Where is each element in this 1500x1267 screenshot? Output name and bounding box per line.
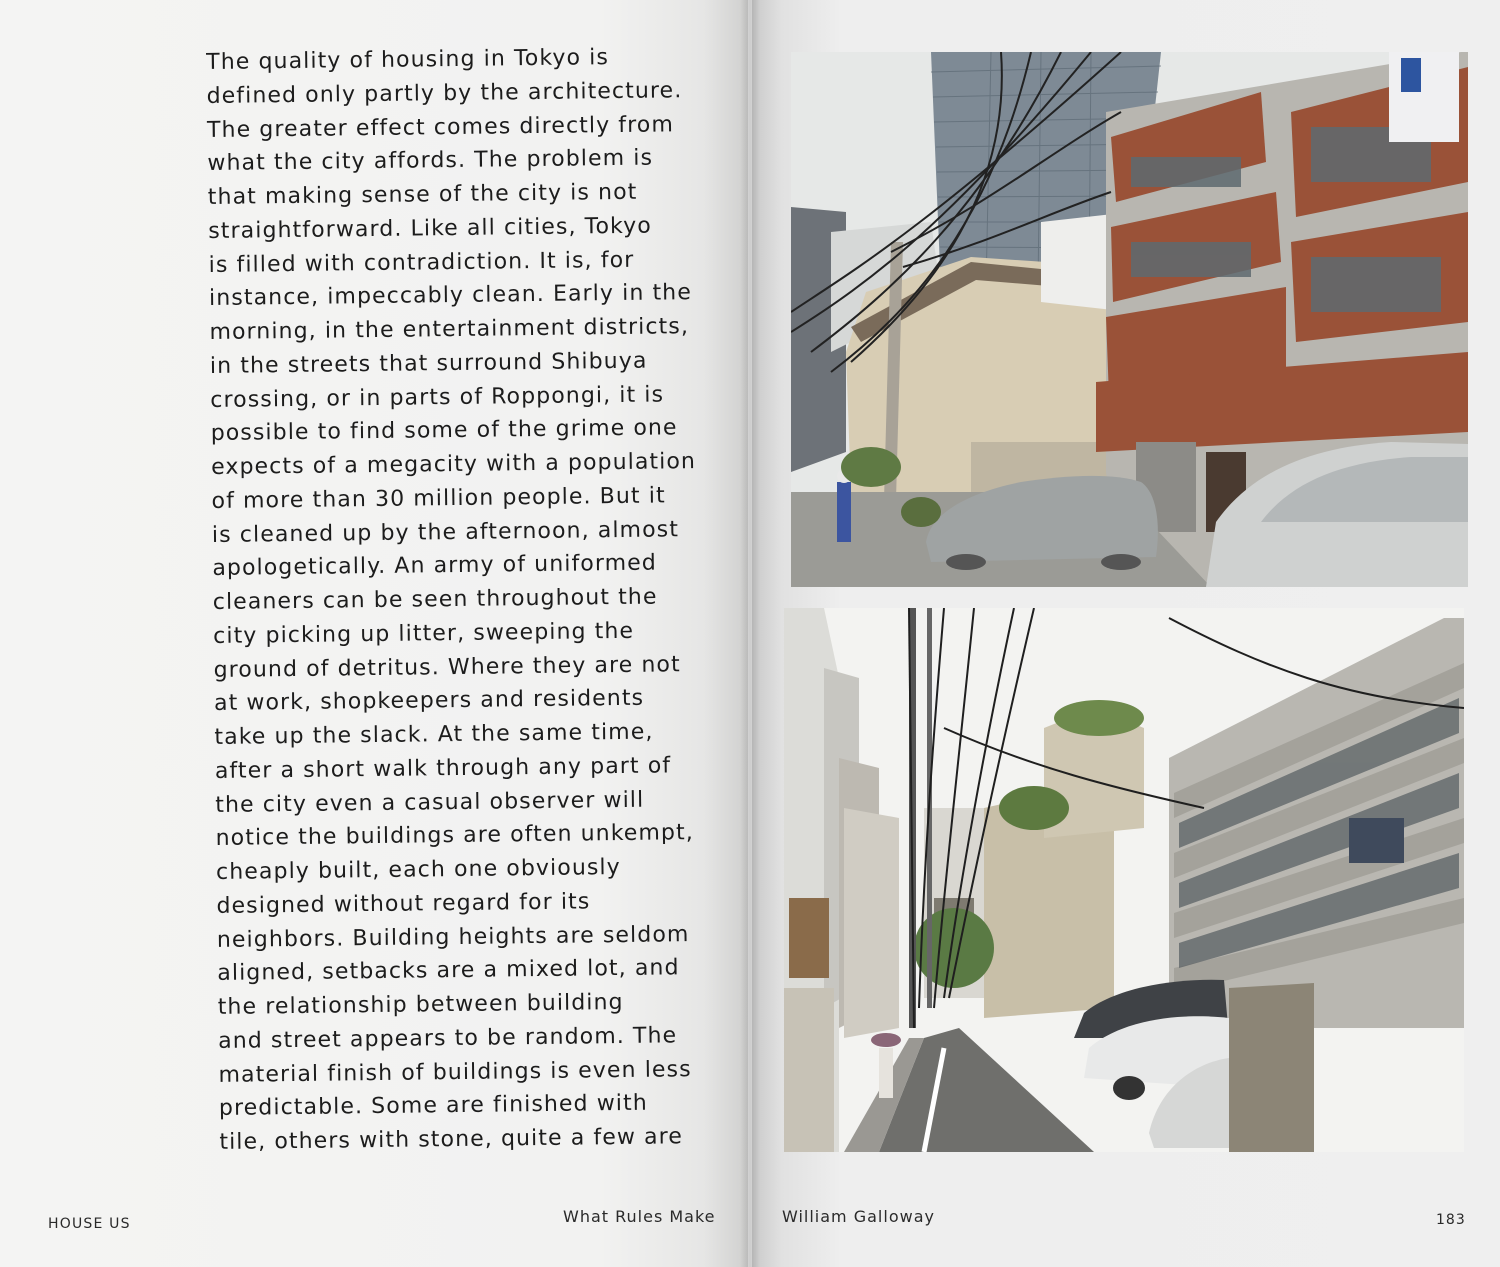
text-line: tile, others with stone, quite a few are [219, 1124, 684, 1155]
page-number: 183 [1436, 1212, 1466, 1228]
text-line: is filled with contradiction. It is, for [208, 247, 635, 278]
text-line: aligned, setbacks are a mixed lot, and [217, 955, 680, 987]
text-line: possible to find some of the grime one [210, 415, 678, 447]
chapter-title: What Rules Make [563, 1207, 716, 1226]
photo-apartment-street [791, 52, 1468, 587]
text-line: at work, shopkeepers and residents [213, 685, 645, 717]
text-line: city picking up litter, sweeping the [213, 618, 635, 649]
text-line: morning, in the entertainment districts, [209, 314, 690, 345]
left-page [0, 0, 748, 1267]
running-head: HOUSE US [48, 1216, 131, 1232]
text-line: expects of a megacity with a population [210, 449, 697, 480]
author-name: William Galloway [782, 1207, 935, 1226]
text-line: of more than 30 million people. But it [211, 483, 666, 514]
text-line: what the city affords. The problem is [207, 145, 654, 177]
text-line: is cleaned up by the afternoon, almost [211, 516, 680, 548]
text-line: the relationship between building [217, 989, 624, 1020]
text-line: ground of detritus. Where they are not [213, 651, 681, 683]
text-line: defined only partly by the architecture. [206, 77, 683, 109]
text-line: apologetically. An army of uniformed [212, 550, 658, 582]
text-line: notice the buildings are often unkempt, [215, 820, 695, 852]
text-line: take up the slack. At the same time, [214, 719, 654, 750]
text-line: cleaners can be seen throughout the [212, 584, 658, 615]
text-line: straightforward. Like all cities, Tokyo [208, 213, 652, 244]
text-line: neighbors. Building heights are seldom [216, 921, 690, 953]
text-line: that making sense of the city is not [207, 179, 638, 210]
text-line: designed without regard for its [216, 889, 591, 919]
book-gutter [740, 0, 760, 1267]
text-line: predictable. Some are finished with [218, 1090, 648, 1122]
text-line: after a short walk through any part of [214, 753, 672, 784]
text-line: The greater effect comes directly from [206, 111, 675, 143]
text-line: cheaply built, each one obviously [215, 854, 621, 885]
text-line: in the streets that surround Shibuya [209, 348, 648, 379]
text-line: instance, impeccably clean. Early in the [208, 280, 693, 312]
text-line: The quality of housing in Tokyo is [206, 45, 610, 75]
text-line: crossing, or in parts of Roppongi, it is [210, 381, 665, 413]
text-line: and street appears to be random. The [218, 1023, 678, 1054]
body-text [206, 40, 740, 1160]
photo-narrow-street [784, 608, 1464, 1152]
text-line: material finish of buildings is even less [218, 1056, 692, 1088]
text-line: the city even a casual observer will [215, 787, 645, 818]
